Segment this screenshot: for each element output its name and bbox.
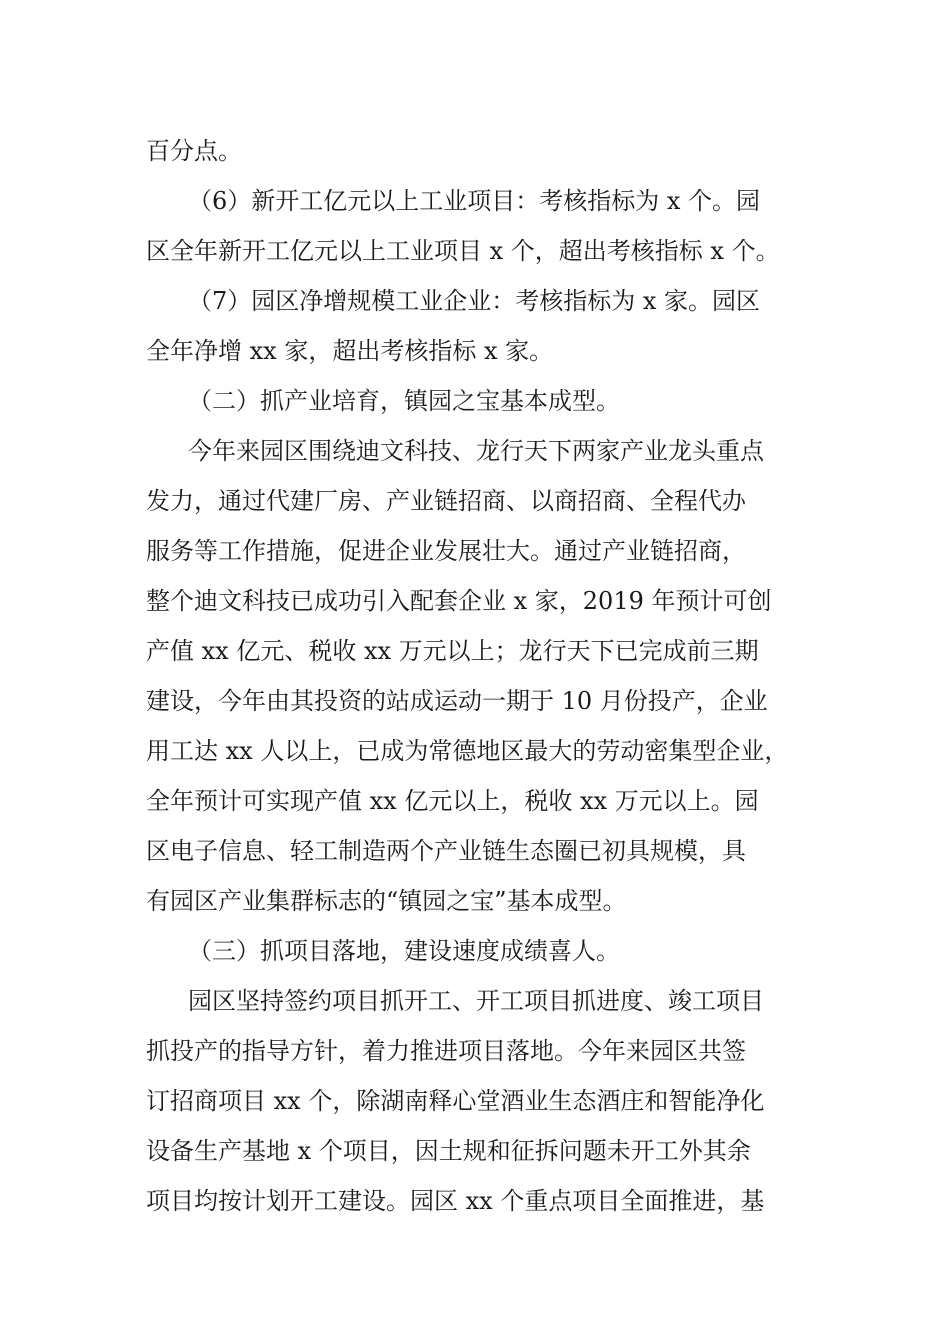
text-line: 全年预计可实现产值 xx 亿元以上，税收 xx 万元以上。园	[146, 787, 759, 815]
text-line: 服务等工作措施，促进企业发展壮大。通过产业链招商，	[146, 537, 746, 565]
text-line: 设备生产基地 x 个项目，因土规和征拆问题未开工外其余	[146, 1137, 751, 1165]
text-line: （6）新开工亿元以上工业项目：考核指标为 x 个。园	[188, 187, 761, 215]
text-line: 用工达 xx 人以上，已成为常德地区最大的劳动密集型企业，	[146, 737, 789, 765]
text-line: 区全年新开工亿元以上工业项目 x 个，超出考核指标 x 个。	[146, 237, 780, 265]
text-line: 订招商项目 xx 个，除湖南释心堂酒业生态酒庄和智能净化	[146, 1087, 765, 1115]
text-line: 区电子信息、轻工制造两个产业链生态圈已初具规模，具	[146, 837, 746, 865]
section-heading: （三）抓项目落地，建设速度成绩喜人。	[188, 937, 620, 965]
text-line: 园区坚持签约项目抓开工、开工项目抓进度、竣工项目	[188, 987, 764, 1015]
text-line: 有园区产业集群标志的“镇园之宝”基本成型。	[146, 887, 627, 915]
text-line: 抓投产的指导方针，着力推进项目落地。今年来园区共签	[146, 1037, 746, 1065]
text-line: 全年净增 xx 家，超出考核指标 x 家。	[146, 337, 554, 365]
text-line: 整个迪文科技已成功引入配套企业 x 家，2019 年预计可创	[146, 587, 772, 615]
text-line: 产值 xx 亿元、税收 xx 万元以上；龙行天下已完成前三期	[146, 637, 759, 665]
text-line: 项目均按计划开工建设。园区 xx 个重点项目全面推进，基	[146, 1187, 765, 1215]
text-line: 百分点。	[146, 137, 242, 165]
section-heading: （二）抓产业培育，镇园之宝基本成型。	[188, 387, 620, 415]
text-line: 建设，今年由其投资的站成运动一期于 10 月份投产，企业	[146, 687, 768, 715]
text-line: 发力，通过代建厂房、产业链招商、以商招商、全程代办	[146, 487, 746, 515]
text-line: 今年来园区围绕迪文科技、龙行天下两家产业龙头重点	[188, 437, 764, 465]
text-line: （7）园区净增规模工业企业：考核指标为 x 家。园区	[188, 287, 761, 315]
